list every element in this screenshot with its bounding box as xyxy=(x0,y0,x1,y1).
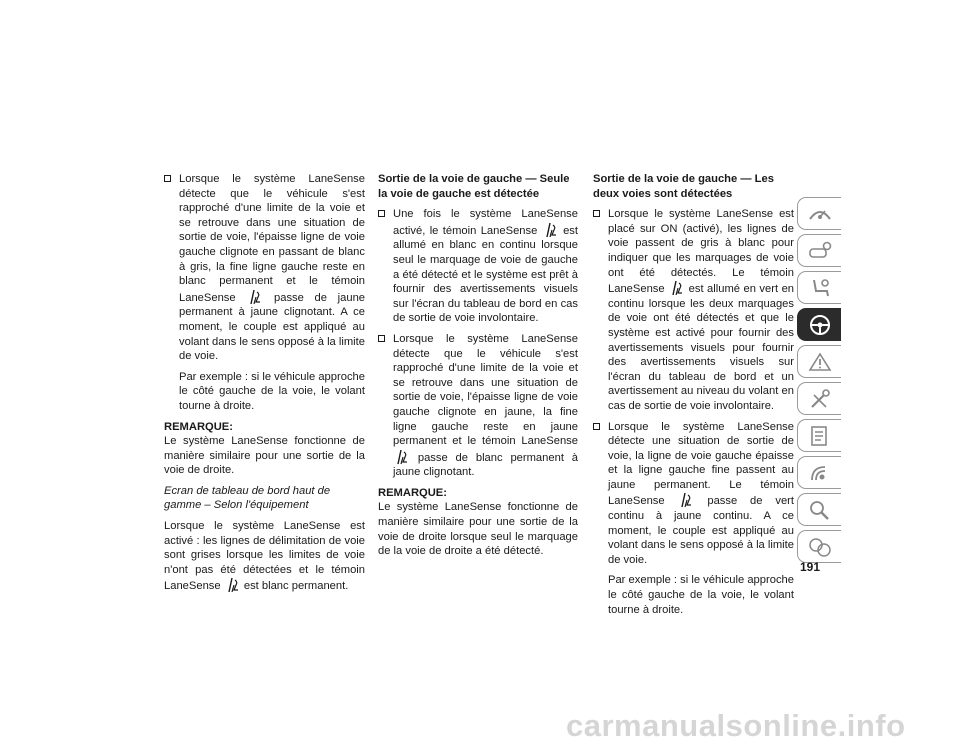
bullet-square-icon xyxy=(593,423,600,430)
lanesense-indicator-icon xyxy=(544,222,557,238)
subsection-title: Ecran de tableau de bord haut de gamme – Selon l'équipement xyxy=(164,484,331,512)
car-seat-icon xyxy=(807,277,833,299)
car-warning-icon xyxy=(807,351,833,373)
page-number: 191 xyxy=(800,560,821,574)
note-block xyxy=(164,420,365,478)
lanesense-indicator-icon xyxy=(679,492,692,508)
bullet-item: Lorsque le système LaneSense détecte une situation de sortie de voie, la ligne de voie gauche épaisse et la ligne gauche fine passent au jaune permanent. Le témoin LaneSense passe de vert continu à jaune continu. A ce moment, le couple est appliqué au volant dans le sens opposé à la limite de voie. xyxy=(593,420,794,568)
tab-languages[interactable] xyxy=(797,530,841,563)
watermark: carmanualsonline.info xyxy=(566,708,906,743)
section-heading: Sortie de la voie de gauche — Seule la voie de gauche est détectée xyxy=(378,173,570,200)
note-label: REMARQUE: xyxy=(378,486,447,499)
bullet-item: Lorsque le système LaneSense est placé sur ON (activé), les lignes de voie passent de gris à blanc pour indiquer que les marquages de voie ont été détectés. Le témoin LaneSense est allumé en vert en continu lorsque les deux marquages de voie ont été détectés et que le système est activé pour fournir des avertissements visuels pour fournir des avertissements visuels sur l'écran du tableau de bord et un avertissement au niveau du volant en cas de sortie de voie involontaire. xyxy=(593,207,794,413)
tab-dashboard[interactable] xyxy=(797,197,841,230)
lanesense-indicator-icon xyxy=(670,280,683,296)
tab-multimedia[interactable] xyxy=(797,456,841,489)
example-text: Par exemple : si le véhicule approche le côté gauche de la voie, le volant tourne à droite. xyxy=(608,574,794,616)
lanesense-indicator-icon xyxy=(395,449,408,465)
bullet-square-icon xyxy=(593,210,600,217)
paragraph: Lorsque le système LaneSense est activé : les lignes de délimitation de voie sont grises lorsque les limites de voie n'ont pas été détectées et le témoin LaneSense est blanc permanent. xyxy=(164,520,365,593)
car-dashboard-icon xyxy=(807,203,833,225)
tab-driving[interactable] xyxy=(797,308,841,341)
lanesense-indicator-icon xyxy=(248,289,261,305)
car-key-icon xyxy=(807,240,833,262)
tab-key[interactable] xyxy=(797,234,841,267)
note-text: Le système LaneSense fonctionne de manière similaire pour une sortie de la voie de droite lorsque seul le marquage de la voie de droite a été détecté. xyxy=(378,501,578,558)
section-heading: Sortie de la voie de gauche — Les deux voies sont détectées xyxy=(593,173,774,200)
note-block xyxy=(378,486,578,559)
note-text: Le système LaneSense fonctionne de manière similaire pour une sortie de la voie de droite. xyxy=(164,435,365,477)
tab-maintenance[interactable] xyxy=(797,419,841,452)
example-text: Par exemple : si le véhicule approche le côté gauche de la voie, le volant tourne à droite. xyxy=(179,370,365,412)
steering-wheel-icon xyxy=(807,314,833,336)
tab-index[interactable] xyxy=(797,493,841,526)
note-label: REMARQUE: xyxy=(164,420,233,433)
tab-tools[interactable] xyxy=(797,382,841,415)
bullet-square-icon xyxy=(378,335,385,342)
lanesense-indicator-icon xyxy=(226,577,239,593)
bullet-square-icon xyxy=(378,210,385,217)
tab-seat[interactable] xyxy=(797,271,841,304)
text-column-1 xyxy=(164,172,365,600)
tab-warning[interactable] xyxy=(797,345,841,378)
bullet-square-icon xyxy=(164,175,171,182)
text-column-2 xyxy=(378,172,578,565)
bullet-item: Lorsque le système LaneSense détecte que le véhicule s'est rapproché d'une limite de la voie et se retrouve dans une situation de sortie de voie, l'épaisse ligne de voie gauche clignote en passant de blanc à gris, la fine ligne gauche reste en blanc permanent et le témoin LaneSense passe de jaune permanent à jaune clignotant. A ce moment, le couple est appliqué au volant dans le sens opposé à la limite de voie. xyxy=(164,172,365,364)
bullet-item: Lorsque le système LaneSense détecte que le véhicule s'est rapproché d'une limite de la voie et se retrouve dans une situation de sortie de voie, l'épaisse ligne de voie gauche clignote en jaune, la fine ligne gauche reste en jaune permanent et le témoin LaneSense passe de blanc permanent à jaune clignotant. xyxy=(378,332,578,480)
languages-icon xyxy=(807,536,833,558)
car-tools-icon xyxy=(807,388,833,410)
search-icon xyxy=(807,499,833,521)
text-column-3 xyxy=(593,172,794,623)
maintenance-list-icon xyxy=(807,425,833,447)
bullet-item: Une fois le système LaneSense activé, le témoin LaneSense est allumé en blanc en continu lorsque seul le marquage de voie de gauche a été détecté et le système est prêt à fournir des avertissements visuels sur l'écran du tableau de bord en cas de sortie de voie involontaire. xyxy=(378,207,578,326)
multimedia-icon xyxy=(807,462,833,484)
